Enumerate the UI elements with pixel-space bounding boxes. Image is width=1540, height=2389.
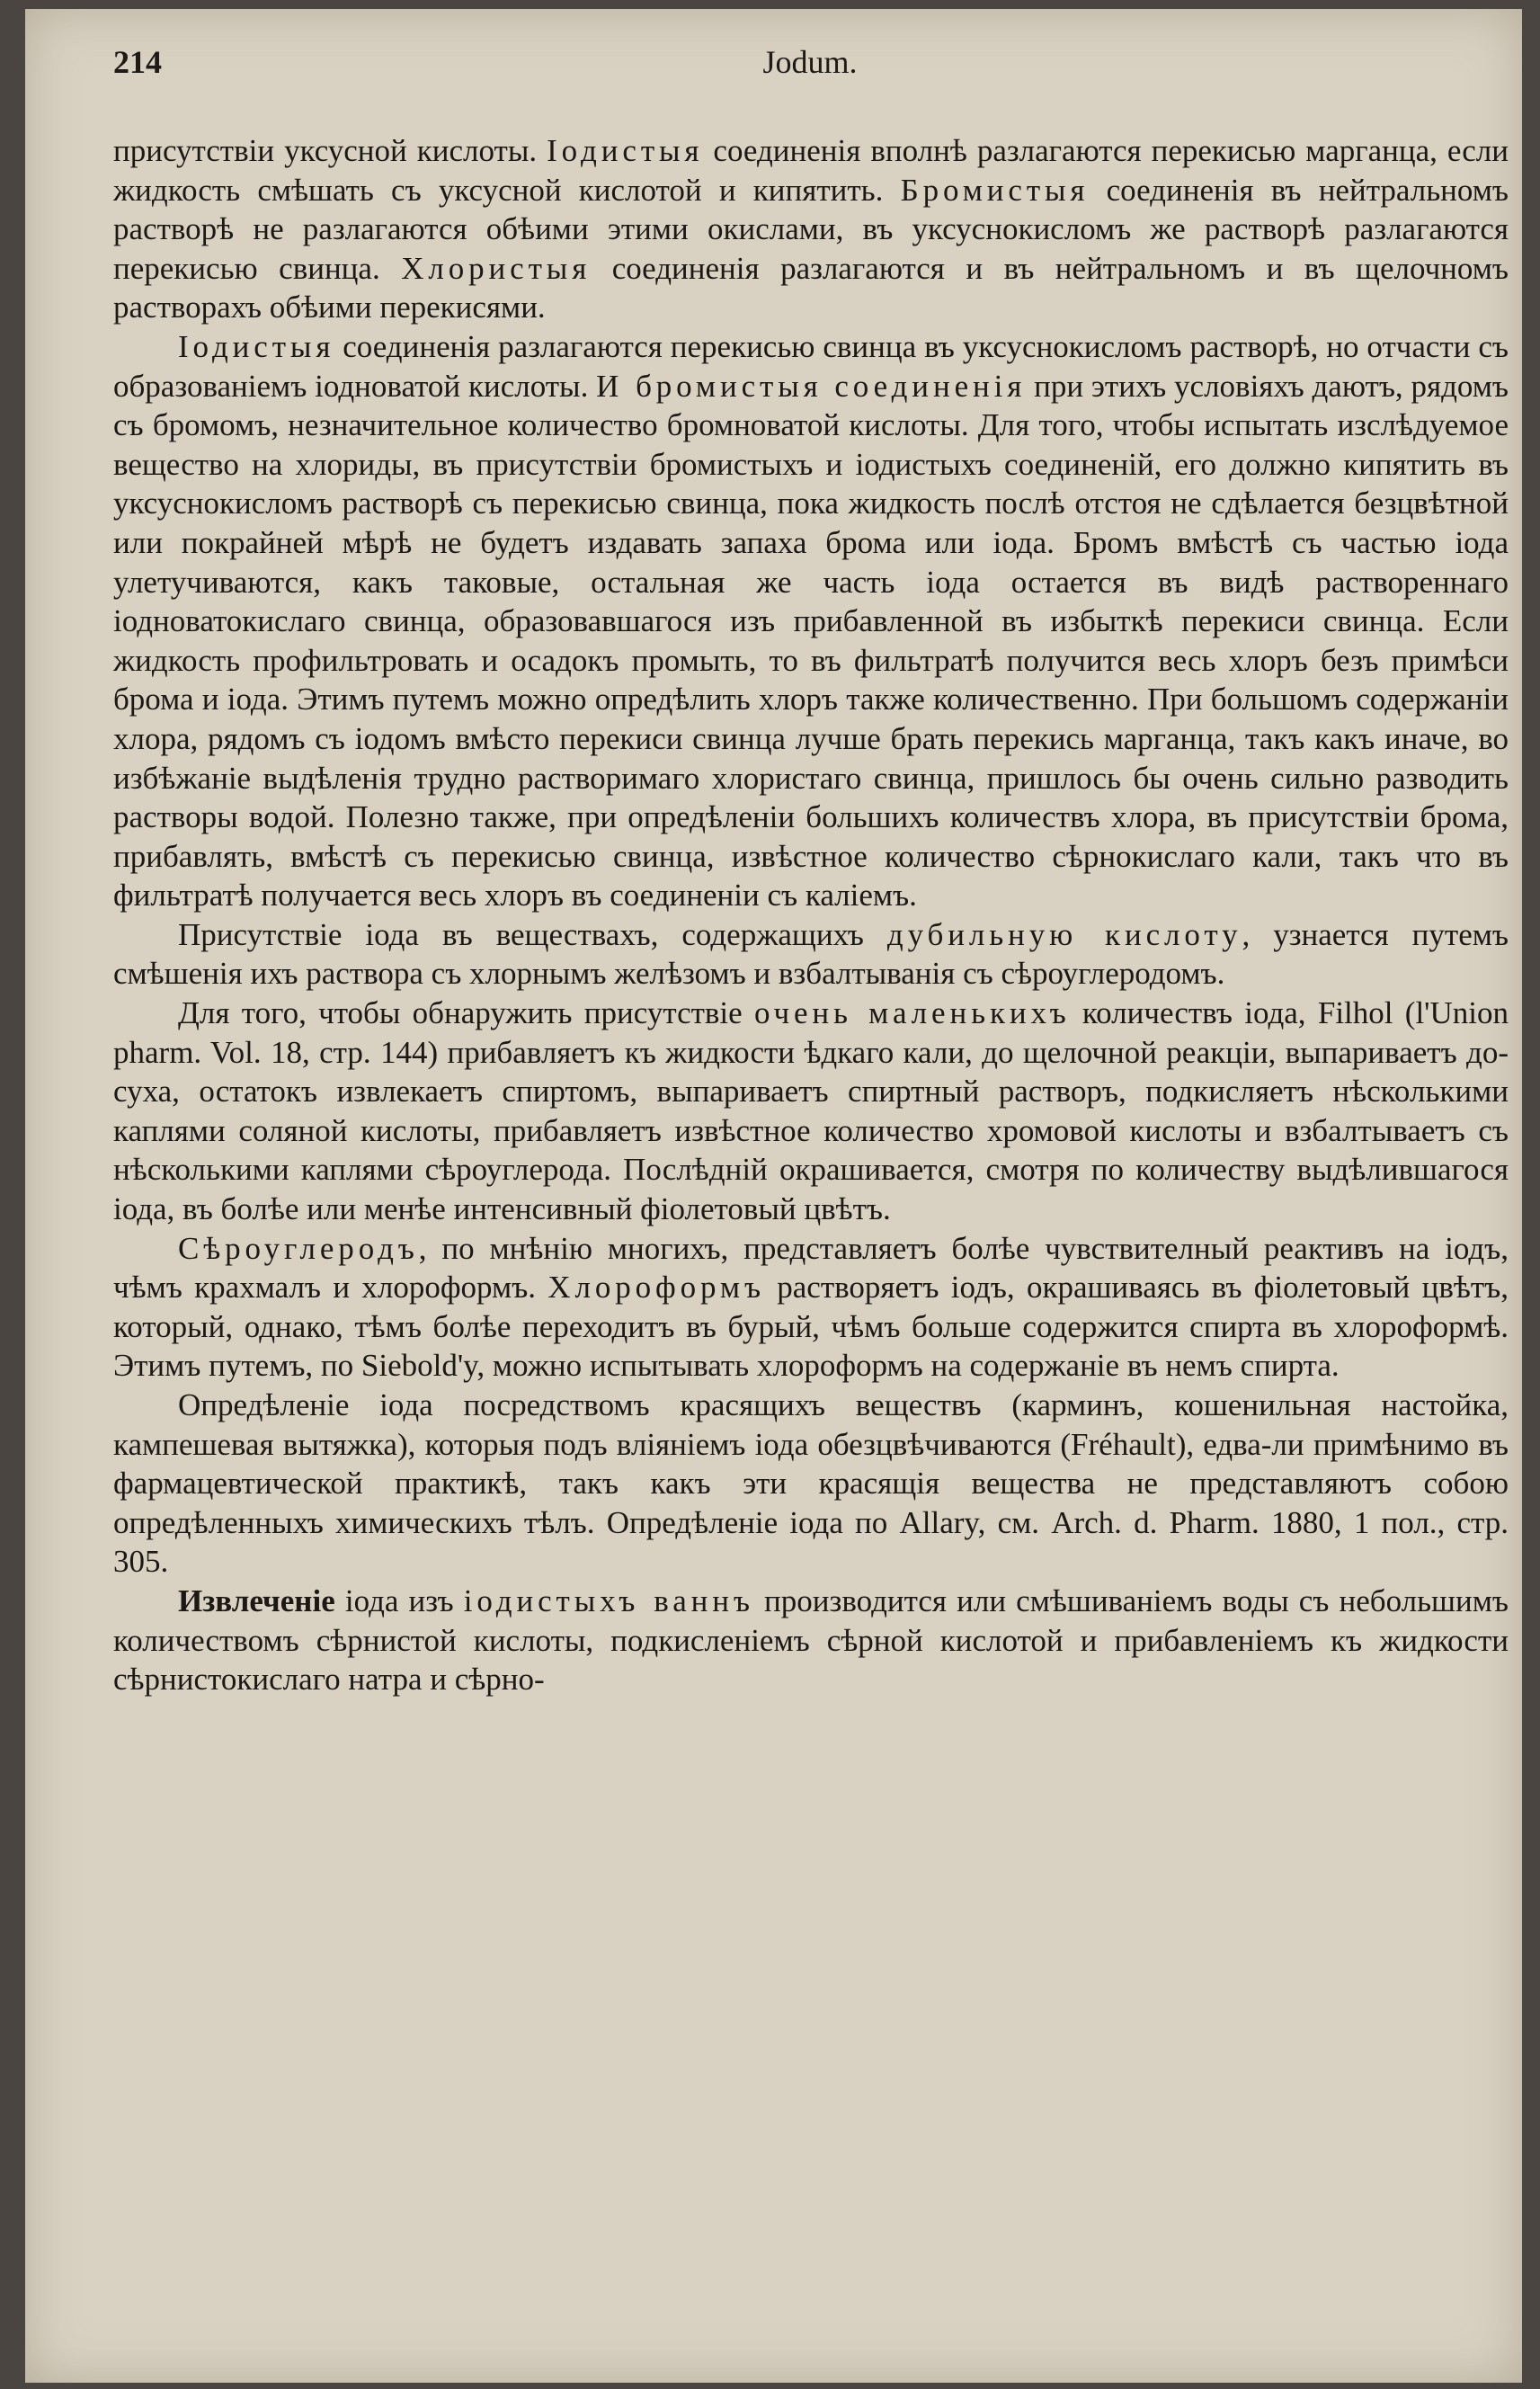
spaced-emphasis: іодистыхъ ваннъ <box>463 1582 754 1618</box>
text-run: , узнается путемъ смѣшенія ихъ раствора съ хлорнымъ желѣзомъ и взбалтыванія съ сѣроуглеродомъ. <box>113 916 1509 992</box>
spaced-emphasis: Бромистыя <box>900 172 1090 208</box>
text-run: производится или смѣшиваніемъ воды съ небольшимъ количествомъ сѣрнистой кислоты, подкисленіемъ сѣрной кислотой и прибавленіемъ къ жидкости сѣрнистокислаго натра и сѣрно- <box>113 1582 1509 1698</box>
spaced-emphasis: Сѣроуглеродъ <box>178 1230 419 1266</box>
spaced-emphasis: Хлористыя <box>401 250 592 286</box>
spaced-emphasis: дубильную кислоту <box>886 916 1242 952</box>
text-run: іода изъ <box>334 1582 464 1618</box>
text-run: Для того, чтобы обнаружить присутствіе <box>178 995 754 1031</box>
paragraph-tannic-acid <box>113 915 1509 994</box>
text-run: Присутствіе іода въ веществахъ, содержащихъ <box>178 916 887 952</box>
spaced-emphasis: очень маленькихъ <box>754 995 1071 1031</box>
body-text <box>113 131 1509 1699</box>
spaced-emphasis: Іодистыя <box>178 328 335 364</box>
text-run: количествъ іода, Filhol (l'Union pharm. Vol. 18, стр. 144) прибавляетъ къ жидкости ѣдкаго кали, до щелочной реакціи, выпариваетъ до-суха, остатокъ извлекаетъ спиртомъ, выпариваетъ спиртный растворъ, подкисляетъ нѣсколькими каплями соляной кислоты, прибавляетъ извѣстное количество хромовой кислоты и взбалтываетъ съ нѣсколькими каплями сѣроуглерода. Послѣдній окрашивается, смотря по количеству выдѣлившагося іода, въ болѣе или менѣе интенсивный фіолетовый цвѣтъ. <box>113 995 1509 1227</box>
bold-term: Извлеченіе <box>178 1582 335 1618</box>
text-run: соединенія въ нейтральномъ растворѣ не разлагаются обѣими этими окислами, въ уксуснокисломъ же растворѣ разлагаются перекисью свинца. <box>113 172 1509 286</box>
paragraph-continued <box>113 131 1509 327</box>
text-run: соединенія разлагаются перекисью свинца въ уксуснокисломъ растворѣ, но отчасти съ образованіемъ іодноватой кислоты. <box>113 328 1509 404</box>
text-run: соединенія разлагаются и въ нейтральномъ и въ щелочномъ растворахъ обѣими перекисями. <box>113 250 1509 325</box>
page-number: 214 <box>113 44 162 80</box>
text-run: растворяетъ іодъ, окрашиваясь въ фіолетовый цвѣтъ, который, однако, тѣмъ болѣе переходитъ въ бурый, чѣмъ больше содержится спирта въ хлороформѣ. Этимъ путемъ, по Siebold'y, можно испытывать хлороформъ на содержаніе въ немъ спирта. <box>113 1270 1509 1384</box>
running-title: Jodum. <box>762 44 858 80</box>
spaced-emphasis: И бромистыя соединенія <box>596 368 1027 404</box>
paragraph-filhol-method <box>113 994 1509 1229</box>
text-run: Опредѣленіе іода посредствомъ красящихъ веществъ (карминъ, кошенильная настойка, кампешевая вытяжка), которыя подъ вліяніемъ іода обезцвѣчиваются (Fréhault), едва-ли примѣнимо въ фармацевтической практикѣ, такъ какъ эти красящія вещества не представляютъ собою опредѣленныхъ химическихъ тѣлъ. Опредѣленіе іода по Allary, см. Arch. d. Pharm. 1880, 1 пол., стр. 305. <box>113 1387 1509 1580</box>
paragraph-carbon-disulfide <box>113 1229 1509 1386</box>
text-run: присутствіи уксусной кислоты. <box>113 133 547 168</box>
text-run: , по мнѣнію многихъ, представляетъ болѣе чувствителный реактивъ на іодъ, чѣмъ крахмалъ и хлороформъ. <box>113 1230 1509 1306</box>
spaced-emphasis: Іодистыя <box>547 133 704 168</box>
paragraph-iodide-decomposition <box>113 327 1509 915</box>
text-run: при этихъ условіяхъ даютъ, рядомъ съ бромомъ, незначительное количество бромноватой кислоты. Для того, чтобы испытать изслѣдуемое вещество на хлориды, въ присутствіи бромистыхъ и іодистыхъ соединеній, его должно кипятить въ уксуснокисломъ растворѣ съ перекисью свинца, пока жидкость послѣ отстоя не сдѣлается безцвѣтной или покрайней мѣрѣ не будетъ издавать запаха брома или іода. Бромъ вмѣстѣ съ частью іода улетучиваются, какъ таковые, остальная же часть іода остается въ видѣ раствореннаго іодноватокислаго свинца, образовавшагося изъ прибавленной въ избыткѣ перекиси свинца. Если жидкость профильтровать и осадокъ промыть, то въ фильтратѣ получится весь хлоръ безъ примѣси брома и іода. Этимъ путемъ можно опредѣлить хлоръ также количественно. При большомъ содержаніи хлора, рядомъ съ іодомъ вмѣсто перекиси свинца лучше брать перекись марганца, такъ какъ иначе, во избѣжаніе выдѣленія трудно растворимаго хлористаго свинца, пришлось бы очень сильно разводить растворы водой. Полезно также, при опредѣленіи большихъ количествъ хлора, въ присутствіи брома, прибавлять, вмѣстѣ съ перекисью свинца, извѣстное количество сѣрнокислаго кали, такъ что въ фильтратѣ получается весь хлоръ въ соединеніи съ каліемъ. <box>113 368 1509 914</box>
paragraph-iodine-extraction <box>113 1582 1509 1699</box>
page-header <box>113 43 1507 88</box>
book-page <box>25 9 1522 2383</box>
text-run: соединенія вполнѣ разлагаются перекисью марганца, если жидкость смѣшать съ уксусной кислотой и кипятить. <box>113 133 1509 208</box>
paragraph-dye-determination <box>113 1386 1509 1582</box>
spaced-emphasis: Хлороформъ <box>547 1270 765 1306</box>
